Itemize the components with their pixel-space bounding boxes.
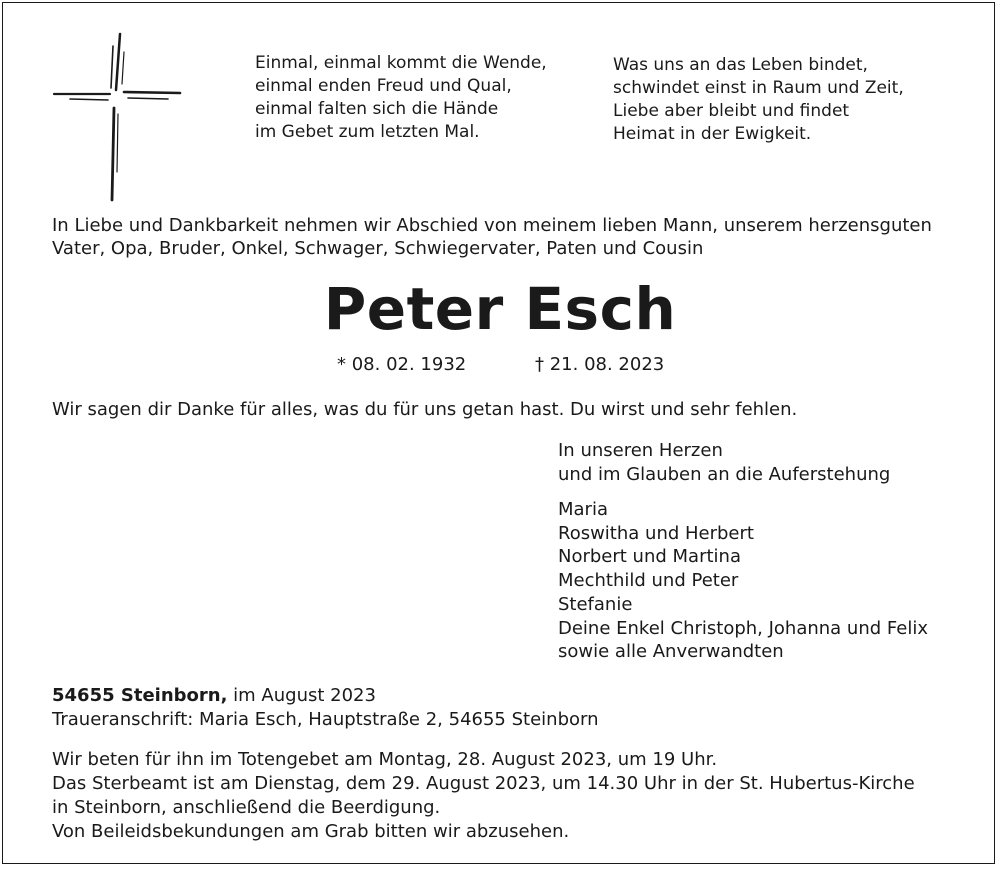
mourning-address: Traueranschrift: Maria Esch, Hauptstraße 2, 54655 Steinborn — [52, 709, 599, 730]
intro-text — [52, 214, 932, 260]
poem-line: einmal falten sich die Hände — [255, 99, 499, 119]
poem-line: Was uns an das Leben bindet, — [613, 55, 868, 75]
intro-line: Vater, Opa, Bruder, Onkel, Schwager, Schwiegervater, Paten und Cousin — [52, 238, 704, 259]
place-date — [52, 684, 376, 708]
poem-line: Einmal, einmal kommt die Wende, — [255, 53, 547, 73]
poem-line: im Gebet zum letzten Mal. — [255, 122, 480, 142]
family-member: Mechthild und Peter — [558, 570, 739, 592]
hearts-line: In unseren Herzen — [558, 440, 723, 461]
death-date: † 21. 08. 2023 — [535, 354, 665, 375]
family-list — [558, 498, 928, 664]
family-member: Maria — [558, 499, 608, 520]
birth-date: * 08. 02. 1932 — [337, 354, 467, 375]
family-member: Deine Enkel Christoph, Johanna und Felix — [558, 617, 928, 639]
poem-line: Liebe aber bleibt und findet — [613, 101, 850, 121]
poem-line: Heimat in der Ewigkeit. — [613, 124, 812, 144]
thanks-text: Wir sagen dir Danke für alles, was du für uns getan hast. Du wirst und sehr fehlen. — [52, 399, 798, 420]
notice-line: in Steinborn, anschließend die Beerdigung. — [52, 797, 441, 818]
place-date-text: im August 2023 — [227, 685, 376, 706]
deceased-name: Peter Esch — [323, 275, 677, 343]
notice-line: Wir beten für ihn im Totengebet am Montag, 28. August 2023, um 19 Uhr. — [52, 749, 718, 770]
hearts-line: und im Glauben an die Auferstehung — [558, 464, 891, 485]
poem-line: schwindet einst in Raum und Zeit, — [613, 78, 904, 98]
poem-left — [255, 52, 547, 144]
family-member: Norbert und Martina — [558, 546, 741, 568]
intro-line: In Liebe und Dankbarkeit nehmen wir Abschied von meinem lieben Mann, unserem herzensguten — [52, 215, 932, 236]
poem-right — [613, 54, 904, 146]
family-member: sowie alle Anverwandten — [558, 641, 784, 663]
cross-icon — [50, 32, 185, 204]
poem-line: einmal enden Freud und Qual, — [255, 76, 512, 96]
place-name: 54655 Steinborn, — [52, 685, 228, 706]
hearts-text — [558, 439, 890, 487]
service-notices — [52, 748, 915, 844]
family-member: Roswitha und Herbert — [558, 522, 754, 544]
family-member: Stefanie — [558, 593, 633, 615]
notice-line: Das Sterbeamt ist am Dienstag, dem 29. August 2023, um 14.30 Uhr in der St. Hubertus-Kirche — [52, 773, 915, 794]
notice-line: Von Beileidsbekundungen am Grab bitten wir abzusehen. — [52, 821, 570, 842]
